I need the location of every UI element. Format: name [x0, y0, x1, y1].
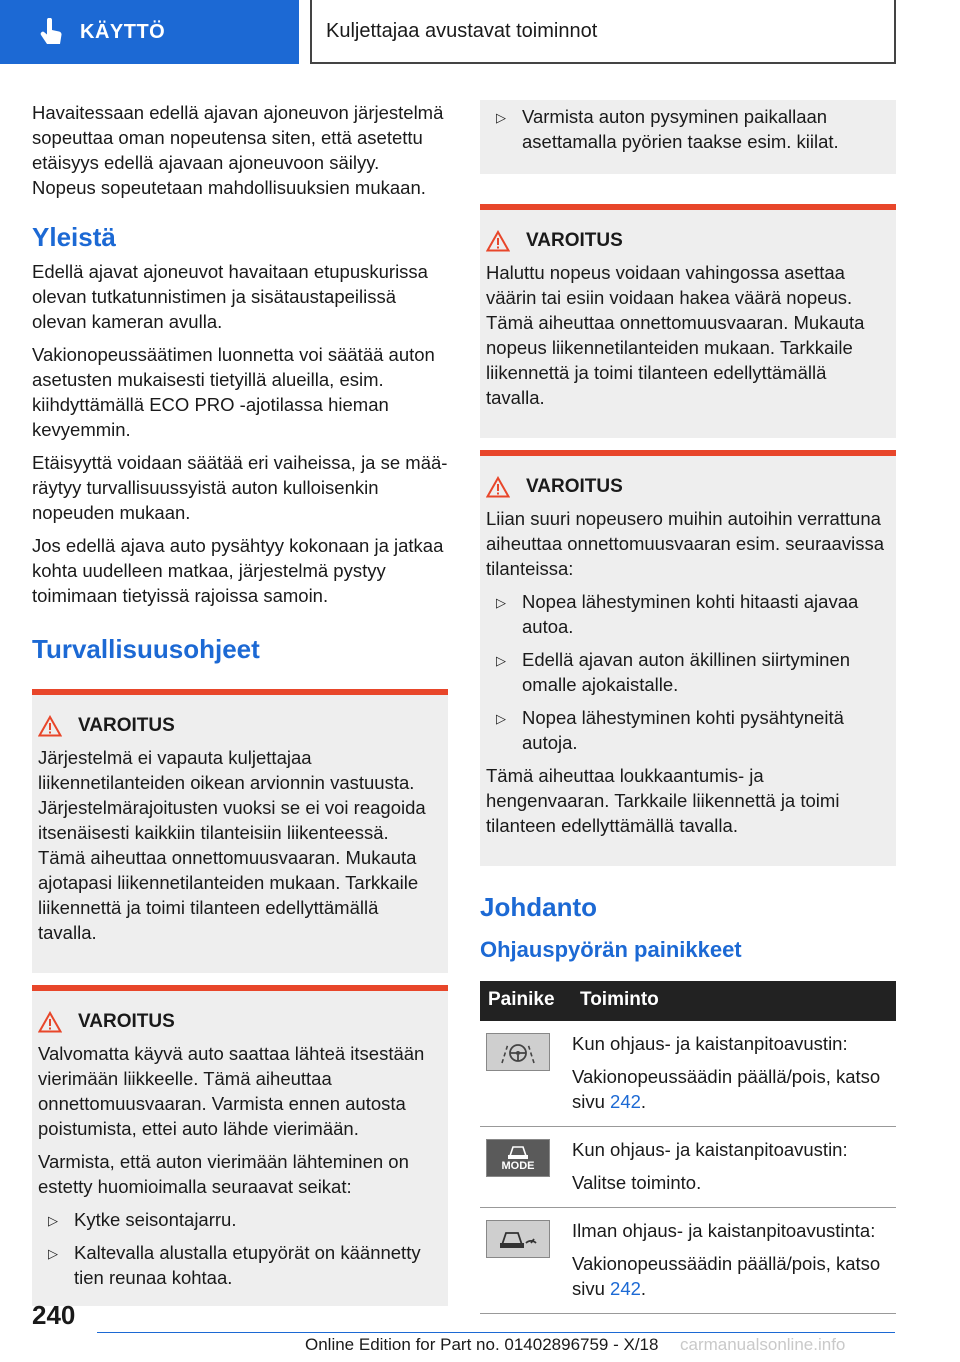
warning-text: Haluttu nopeus voidaan vahingossa asettaa väärin tai esiin voidaan hakea väärä nopeus. Tämä aiheuttaa onnettomuusvaaran. Mukauta nopeus liikennetilanteiden mukaan. Tarkkaile liikennettä ja toimi tilanteen edellyttämällä tavalla.	[486, 262, 865, 408]
warning-list	[38, 1207, 440, 1290]
warning-triangle-icon	[486, 230, 510, 252]
table-row: MODE Kun ohjaus- ja kaistanpitoavustin: Valitse toiminto.	[480, 1127, 896, 1208]
triangle-bullet-icon: ▷	[496, 711, 506, 726]
chapter-title: Kuljettajaa avustavat toiminnot	[310, 0, 896, 64]
section-tab-label: KÄYTTÖ	[80, 20, 166, 43]
page-link[interactable]: 242	[610, 1278, 641, 1299]
warning-box-2	[32, 985, 448, 1306]
triangle-bullet-icon: ▷	[496, 110, 506, 125]
left-column	[32, 100, 448, 1318]
yleista-paragraph-1: Edellä ajavat ajoneuvot havaitaan etupuskurissa olevan tutkatunnistimen ja sisätaustapeilissä olevan kameran avulla.	[32, 261, 428, 332]
heading-johdanto: Johdanto	[480, 892, 597, 922]
footer-divider	[97, 1332, 895, 1333]
warning-triangle-icon	[486, 476, 510, 498]
list-item: ▷ Edellä ajavan auton äkillinen siirtyminen omalle ajokaistalle.	[496, 649, 851, 695]
warning-box-1	[32, 689, 448, 973]
buttons-table	[480, 981, 896, 1314]
warning-text: Liian suuri nopeusero muihin autoihin verrattuna aiheuttaa onnettomuusvaaran esim. seuraavissa tilanteissa:	[486, 508, 884, 579]
yleista-paragraph-3: Etäisyyttä voidaan säätää eri vaiheissa, ja se määräytyy turvallisuussyistä auton kulloisenkin nopeuden mukaan.	[32, 452, 448, 523]
warning-title: VAROITUS	[526, 476, 623, 497]
warning-text-2: Varmista, että auton vierimään lähteminen on estetty huomioimalla seuraavat seikat:	[38, 1151, 409, 1197]
heading-safety: Turvallisuusohjeet	[32, 634, 260, 664]
heading-buttons: Ohjauspyörän painikkeet	[480, 937, 742, 962]
warning-continuation	[480, 100, 896, 174]
column-header-button: Painike	[480, 981, 572, 1021]
triangle-bullet-icon: ▷	[48, 1213, 58, 1228]
triangle-bullet-icon: ▷	[496, 595, 506, 610]
triangle-bullet-icon: ▷	[48, 1246, 58, 1261]
section-tab[interactable]	[0, 0, 299, 64]
cruise-control-icon	[486, 1220, 550, 1258]
list-item: ▷ Kytke seisontajarru.	[38, 1207, 440, 1232]
page-link[interactable]: 242	[610, 1091, 641, 1112]
yleista-paragraph-2: Vakionopeussäätimen luonnetta voi säätää auton asetusten mukaisesti tietyillä alueilla, esim. kiihdyttämällä ECO PRO -ajotilassa hieman kevyemmin.	[32, 344, 435, 440]
table-row: Kun ohjaus- ja kaistanpitoavustin: Vakionopeussäädin päällä/pois, katso sivu 242.	[480, 1021, 896, 1127]
list-item: ▷ Kaltevalla alustalla etupyörät on käännetty tien reunaa kohtaa.	[48, 1242, 421, 1288]
steering-assist-icon	[486, 1033, 550, 1071]
warning-title: VAROITUS	[78, 715, 175, 736]
warning-box-4	[480, 450, 896, 866]
table-row: Ilman ohjaus- ja kaistanpitoavustinta: Vakionopeussäädin päällä/pois, katso sivu 242.	[480, 1208, 896, 1314]
heading-yleista: Yleistä	[32, 222, 116, 252]
warning-text-2: Tämä aiheuttaa loukkaantumis- ja hengenvaaran. Tarkkaile liikennettä ja toimi tilanteen edellyttämällä tavalla.	[486, 765, 840, 836]
warning-text: Valvomatta käyvä auto saattaa lähteä itsestään vierimään liikkeelle. Tämä aiheuttaa onnettomuusvaaran. Varmista ennen autosta poistumista, ettei auto lähde vierimään.	[38, 1043, 425, 1139]
mode-button-icon: MODE	[486, 1139, 550, 1177]
triangle-bullet-icon: ▷	[496, 653, 506, 668]
warning-list	[486, 589, 888, 755]
footer-edition: Online Edition for Part no. 01402896759 - X/18	[305, 1335, 659, 1354]
column-header-function: Toiminto	[572, 981, 896, 1021]
page-number: 240	[32, 1300, 76, 1330]
warning-triangle-icon	[38, 1011, 62, 1033]
list-item: ▷ Nopea lähestyminen kohti hitaasti ajavaa autoa.	[496, 591, 859, 637]
yleista-paragraph-4: Jos edellä ajava auto pysähtyy kokonaan ja jatkaa kohta uudelleen matkaa, järjestelmä pystyy toimimaan tietyissä rajoissa samoin.	[32, 535, 444, 606]
intro-paragraph: Havaitessaan edellä ajavan ajoneuvon järjestelmä sopeuttaa oman nopeutensa siten, että asetettu etäisyys edellä ajavaan ajoneuvoon säilyy. Nopeus sopeutetaan mahdollisuuksien mukaan.	[32, 102, 444, 198]
list-item: ▷ Nopea lähestyminen kohti pysähtyneitä autoja.	[496, 707, 844, 753]
warning-title: VAROITUS	[526, 230, 623, 251]
warning-title: VAROITUS	[78, 1011, 175, 1032]
list-item: ▷ Varmista auton pysyminen paikallaan asettamalla pyörien taakse esim. kiilat.	[496, 106, 839, 152]
warning-text: Järjestelmä ei vapauta kuljettajaa liikennetilanteiden oikean arvionnin vastuusta. Järjestelmärajoitusten vuoksi se ei voi reagoida itsenäisesti kaikkiin tilanteisiin liikenteessä. Tämä aiheuttaa onnettomuusvaaran. Mukauta ajotapasi liikennetilanteiden mukaan. Tarkkaile liikennettä ja toimi tilanteen edellyttämällä tavalla.	[38, 747, 426, 943]
watermark: carmanualsonline.info	[680, 1335, 846, 1354]
warning-box-3	[480, 204, 896, 438]
hand-pointer-icon	[36, 17, 66, 47]
warning-triangle-icon	[38, 715, 62, 737]
right-column	[480, 100, 896, 1314]
